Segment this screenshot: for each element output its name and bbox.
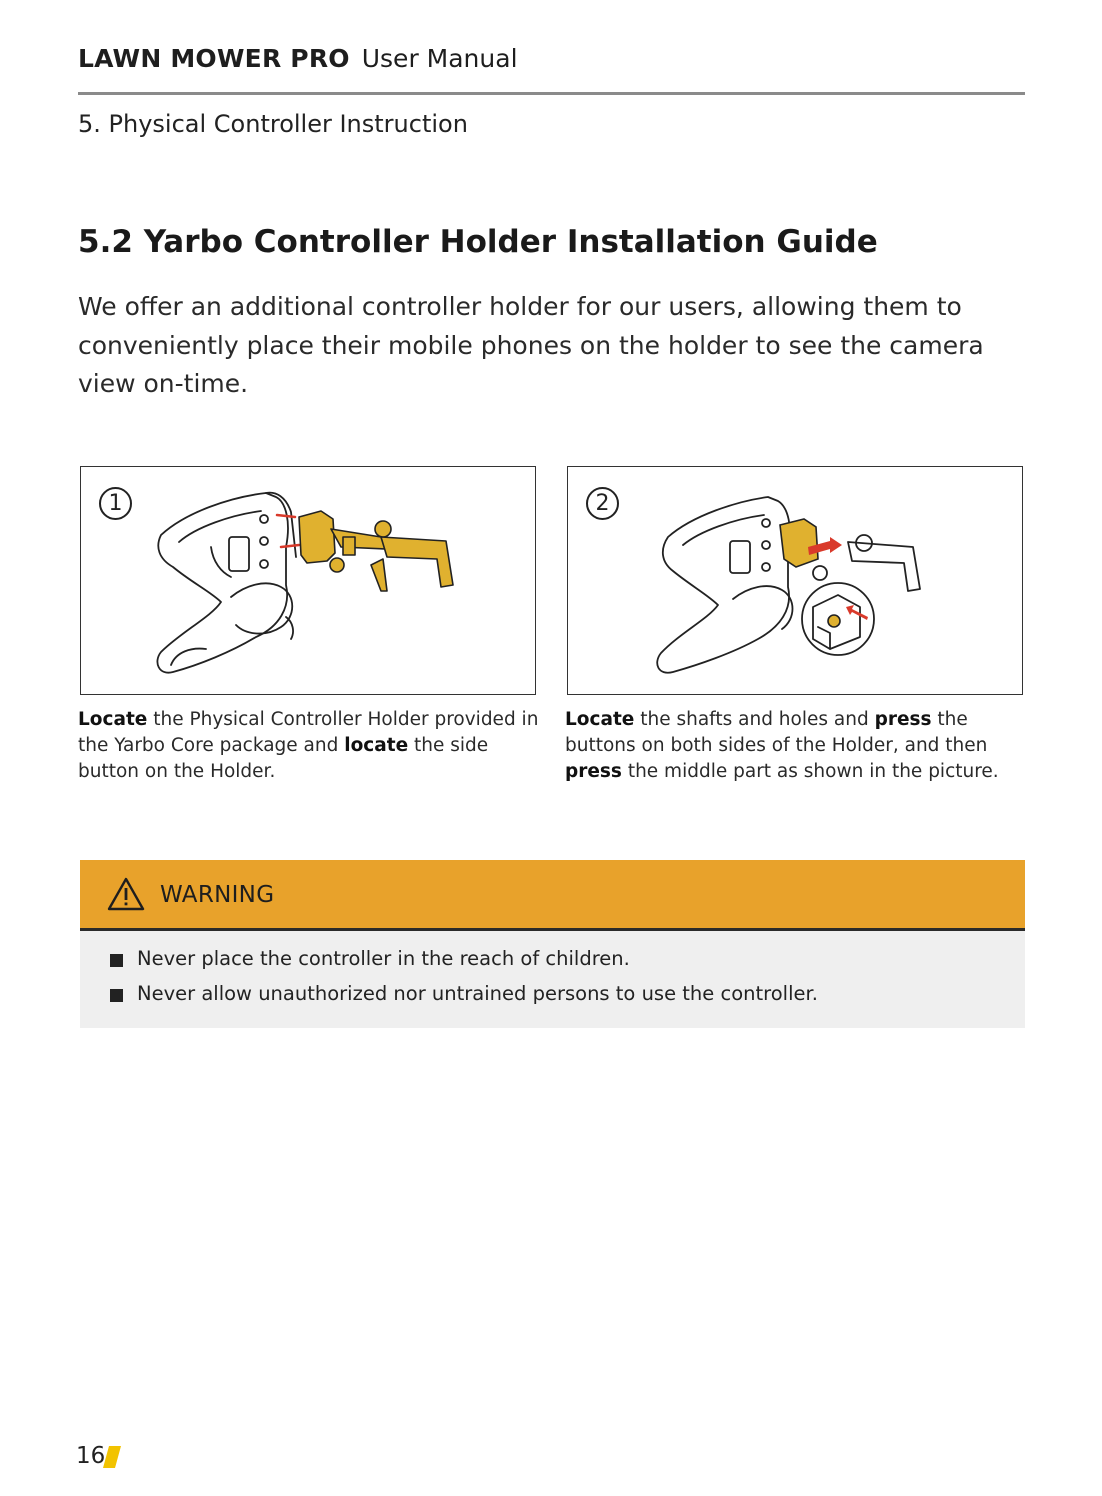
step-1-caption-part: locate: [344, 735, 409, 756]
document-type: User Manual: [361, 44, 518, 73]
warning-triangle-icon: [107, 877, 145, 911]
intro-paragraph: We offer an additional controller holder for our users, allowing them to conveniently place their mobile phones on the holder to see the camera view on-time.: [78, 292, 984, 398]
step-1-number: 1: [99, 487, 132, 520]
controller-holder-drawing-2: [568, 467, 1022, 694]
page-title: 5.2 Yarbo Controller Holder Installation Guide: [78, 224, 878, 260]
header-rule: [78, 92, 1025, 95]
step-2-number: 2: [586, 487, 619, 520]
step-1-caption-part: the side button on the Holder.: [78, 735, 489, 782]
step-1-caption-part: Locate: [78, 709, 148, 730]
warning-item: Never place the controller in the reach of children.: [137, 947, 630, 970]
section-heading: 5. Physical Controller Instruction: [78, 110, 468, 138]
step-1-caption-part: the Physical Controller Holder provided in the Yarbo Core package and: [78, 709, 539, 756]
controller-holder-drawing-1: [81, 467, 535, 694]
step-2-caption-part: the shafts and holes and: [634, 709, 875, 730]
page-number: 16: [76, 1443, 106, 1469]
step-2-caption-part: press: [874, 709, 932, 730]
step-2-caption-part: Locate: [565, 709, 635, 730]
warning-list: [80, 931, 1025, 1028]
page-marker-icon: [103, 1446, 121, 1468]
step-2-caption-part: the middle part as shown in the picture.: [621, 761, 999, 782]
warning-item: Never allow unauthorized nor untrained persons to use the controller.: [137, 982, 818, 1005]
step-1-illustration: [80, 466, 536, 695]
brand-name: LAWN MOWER PRO: [78, 44, 350, 73]
step-2-illustration: [567, 466, 1023, 695]
step-2-caption-part: press: [565, 761, 622, 782]
bullet-icon: [110, 954, 123, 967]
warning-label: WARNING: [160, 882, 275, 908]
step-1-caption: [78, 707, 548, 785]
bullet-icon: [110, 989, 123, 1002]
step-2-caption: [565, 707, 1035, 785]
step-2-caption-part: the buttons on both sides of the Holder, and then: [565, 709, 988, 756]
warning-header: [80, 860, 1025, 931]
page-header: [78, 44, 518, 73]
